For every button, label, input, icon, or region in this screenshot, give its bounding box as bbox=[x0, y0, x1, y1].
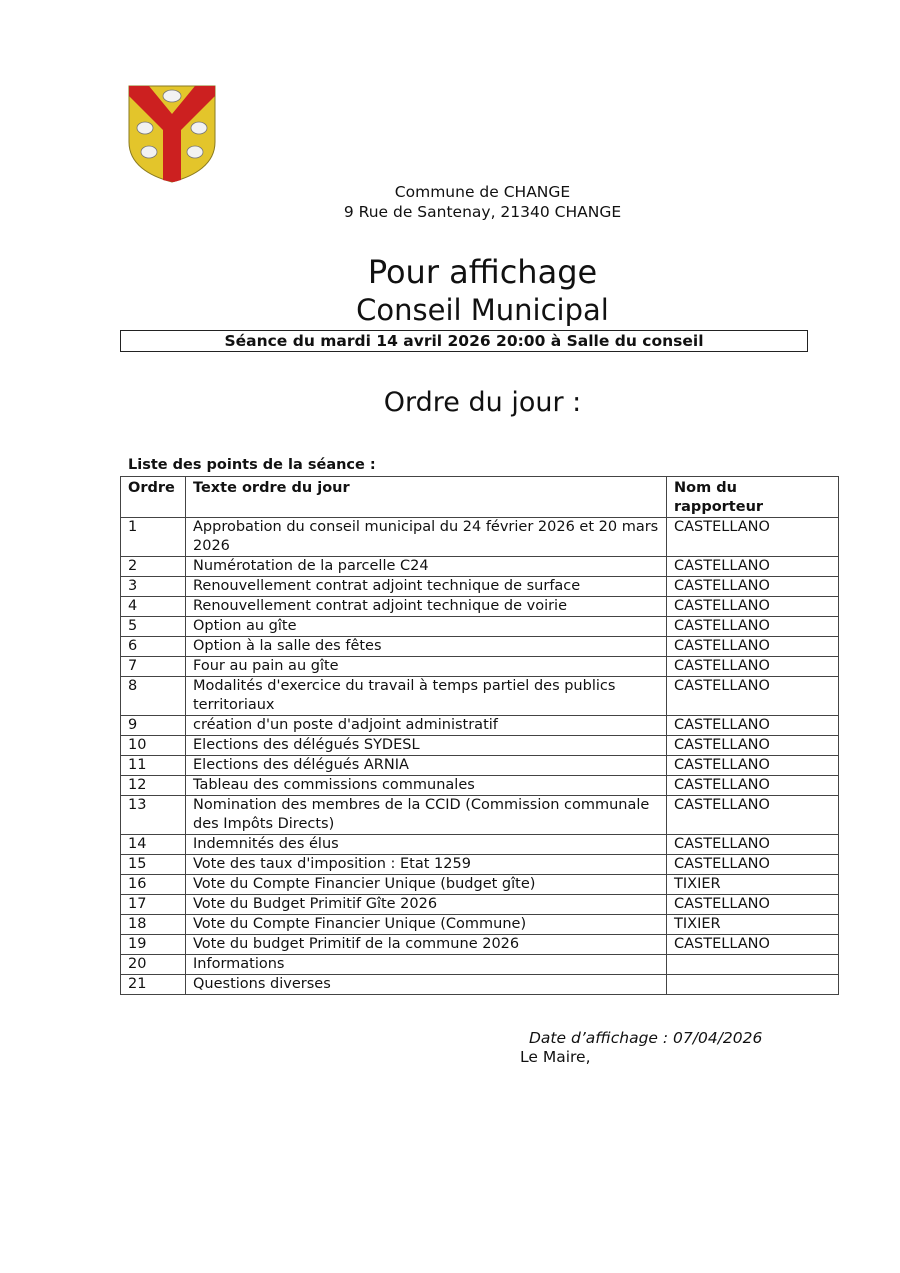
cell-rapporteur bbox=[667, 975, 839, 995]
cell-rapporteur: CASTELLANO bbox=[667, 736, 839, 756]
cell-rapporteur: CASTELLANO bbox=[667, 518, 839, 557]
list-title: Liste des points de la séance : bbox=[128, 457, 376, 473]
table-row bbox=[121, 557, 839, 577]
cell-ordre: 1 bbox=[121, 518, 186, 557]
cell-ordre: 16 bbox=[121, 875, 186, 895]
commune-address: 9 Rue de Santenay, 21340 CHANGE bbox=[343, 203, 622, 221]
agenda-heading: Ordre du jour : bbox=[383, 387, 582, 418]
cell-rapporteur: CASTELLANO bbox=[667, 796, 839, 835]
table-row bbox=[121, 657, 839, 677]
signature-label: Le Maire, bbox=[520, 1048, 591, 1066]
table-row bbox=[121, 835, 839, 855]
table-row bbox=[121, 518, 839, 557]
page-title: Pour affichage bbox=[367, 253, 598, 291]
cell-ordre: 4 bbox=[121, 597, 186, 617]
table-row bbox=[121, 756, 839, 776]
cell-rapporteur: CASTELLANO bbox=[667, 776, 839, 796]
cell-rapporteur: CASTELLANO bbox=[667, 597, 839, 617]
cell-texte: Vote du Compte Financier Unique (Commune) bbox=[186, 915, 667, 935]
cell-rapporteur: CASTELLANO bbox=[667, 855, 839, 875]
table-row bbox=[121, 915, 839, 935]
cell-ordre: 3 bbox=[121, 577, 186, 597]
cell-ordre: 10 bbox=[121, 736, 186, 756]
cell-texte: Vote du Budget Primitif Gîte 2026 bbox=[186, 895, 667, 915]
cell-rapporteur: CASTELLANO bbox=[667, 657, 839, 677]
cell-ordre: 6 bbox=[121, 637, 186, 657]
cell-texte: Tableau des commissions communales bbox=[186, 776, 667, 796]
cell-texte: Option au gîte bbox=[186, 617, 667, 637]
table-row bbox=[121, 975, 839, 995]
cell-ordre: 12 bbox=[121, 776, 186, 796]
cell-texte: Vote du budget Primitif de la commune 2026 bbox=[186, 935, 667, 955]
cell-rapporteur: CASTELLANO bbox=[667, 637, 839, 657]
commune-name: Commune de CHANGE bbox=[394, 183, 571, 201]
cell-ordre: 13 bbox=[121, 796, 186, 835]
cell-texte: Vote des taux d'imposition : Etat 1259 bbox=[186, 855, 667, 875]
cell-texte: Option à la salle des fêtes bbox=[186, 637, 667, 657]
table-row bbox=[121, 776, 839, 796]
cell-texte: Renouvellement contrat adjoint technique de voirie bbox=[186, 597, 667, 617]
table-row bbox=[121, 677, 839, 716]
date-affichage: Date d’affichage : 07/04/2026 bbox=[529, 1029, 763, 1047]
column-header-ordre: Ordre bbox=[121, 477, 186, 518]
table-row bbox=[121, 796, 839, 835]
cell-rapporteur: CASTELLANO bbox=[667, 557, 839, 577]
cell-rapporteur: CASTELLANO bbox=[667, 617, 839, 637]
cell-texte: Modalités d'exercice du travail à temps partiel des publics territoriaux bbox=[186, 677, 667, 716]
cell-rapporteur: CASTELLANO bbox=[667, 577, 839, 597]
cell-texte: création d'un poste d'adjoint administratif bbox=[186, 716, 667, 736]
cell-rapporteur: CASTELLANO bbox=[667, 756, 839, 776]
cell-texte: Elections des délégués ARNIA bbox=[186, 756, 667, 776]
cell-ordre: 21 bbox=[121, 975, 186, 995]
cell-rapporteur: CASTELLANO bbox=[667, 895, 839, 915]
coat-of-arms-icon bbox=[127, 84, 217, 184]
cell-texte: Four au pain au gîte bbox=[186, 657, 667, 677]
cell-rapporteur: CASTELLANO bbox=[667, 716, 839, 736]
cell-texte: Renouvellement contrat adjoint technique de surface bbox=[186, 577, 667, 597]
table-row bbox=[121, 597, 839, 617]
cell-rapporteur: CASTELLANO bbox=[667, 835, 839, 855]
cell-rapporteur: TIXIER bbox=[667, 915, 839, 935]
cell-ordre: 7 bbox=[121, 657, 186, 677]
table-row bbox=[121, 637, 839, 657]
cell-texte: Informations bbox=[186, 955, 667, 975]
seance-banner: Séance du mardi 14 avril 2026 20:00 à Salle du conseil bbox=[120, 330, 808, 352]
agenda-table bbox=[120, 476, 839, 995]
table-row bbox=[121, 736, 839, 756]
cell-ordre: 9 bbox=[121, 716, 186, 736]
table-row bbox=[121, 716, 839, 736]
cell-texte: Nomination des membres de la CCID (Commission communale des Impôts Directs) bbox=[186, 796, 667, 835]
table-row bbox=[121, 855, 839, 875]
cell-texte: Numérotation de la parcelle C24 bbox=[186, 557, 667, 577]
cell-ordre: 18 bbox=[121, 915, 186, 935]
table-row bbox=[121, 617, 839, 637]
table-row bbox=[121, 875, 839, 895]
cell-ordre: 2 bbox=[121, 557, 186, 577]
cell-rapporteur: CASTELLANO bbox=[667, 935, 839, 955]
cell-texte: Vote du Compte Financier Unique (budget gîte) bbox=[186, 875, 667, 895]
cell-rapporteur bbox=[667, 955, 839, 975]
cell-ordre: 14 bbox=[121, 835, 186, 855]
column-header-rapporteur: Nom du rapporteur bbox=[667, 477, 839, 518]
cell-ordre: 15 bbox=[121, 855, 186, 875]
cell-texte: Indemnités des élus bbox=[186, 835, 667, 855]
cell-ordre: 20 bbox=[121, 955, 186, 975]
table-row bbox=[121, 895, 839, 915]
cell-rapporteur: TIXIER bbox=[667, 875, 839, 895]
table-row bbox=[121, 577, 839, 597]
cell-ordre: 5 bbox=[121, 617, 186, 637]
cell-ordre: 11 bbox=[121, 756, 186, 776]
cell-rapporteur: CASTELLANO bbox=[667, 677, 839, 716]
cell-texte: Elections des délégués SYDESL bbox=[186, 736, 667, 756]
cell-texte: Approbation du conseil municipal du 24 février 2026 et 20 mars 2026 bbox=[186, 518, 667, 557]
cell-ordre: 19 bbox=[121, 935, 186, 955]
cell-texte: Questions diverses bbox=[186, 975, 667, 995]
column-header-texte: Texte ordre du jour bbox=[186, 477, 667, 518]
cell-ordre: 8 bbox=[121, 677, 186, 716]
cell-ordre: 17 bbox=[121, 895, 186, 915]
page-subtitle: Conseil Municipal bbox=[356, 293, 609, 327]
table-row bbox=[121, 955, 839, 975]
table-header-row bbox=[121, 477, 839, 518]
table-row bbox=[121, 935, 839, 955]
